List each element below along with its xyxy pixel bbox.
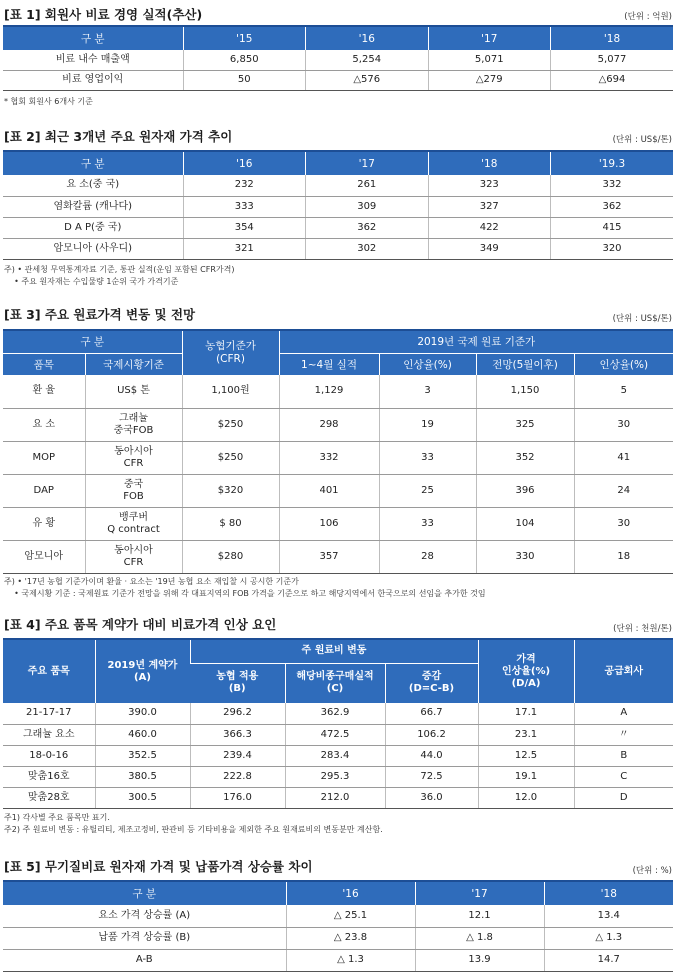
table-cell: △279 [428, 70, 551, 90]
table-cell: 암모니아 [3, 540, 85, 573]
table-cell: D [574, 787, 673, 808]
table-cell: 30 [574, 507, 673, 540]
table5-unit: (단위 : %) [632, 866, 672, 876]
table-cell: 비료 내수 매출액 [3, 50, 183, 70]
table-row [3, 905, 673, 927]
table-cell: 396 [476, 474, 574, 507]
table-row [3, 238, 673, 259]
table-cell: 239.4 [190, 745, 285, 766]
table-row [3, 766, 673, 787]
table-cell: $250 [182, 408, 279, 441]
table-cell: 332 [551, 175, 674, 196]
table-row [3, 375, 673, 408]
table-cell: 1,129 [279, 375, 379, 408]
table3-title: [표 3] 주요 원료가격 변동 및 전망 [4, 307, 196, 322]
table-cell: 요소 가격 상승률 (A) [3, 905, 286, 927]
table-cell: 41 [574, 441, 673, 474]
table3-note: • 국제시황 기준 : 국제원료 기준가 전망을 위해 각 대표지역의 FOB 가격을 기준으로 하고 해당지역에서 한국으로의 선임을 추가한 것임 [4, 589, 486, 598]
header-cell: '17 [415, 881, 544, 905]
table1-title: [표 1] 회원사 비료 경영 실적(추산) [4, 7, 203, 22]
table-cell: △694 [551, 70, 674, 90]
table-cell: 〃 [574, 724, 673, 745]
table-cell: 327 [428, 196, 551, 217]
table-cell: 309 [306, 196, 429, 217]
table1 [3, 25, 673, 91]
table-cell: 357 [279, 540, 379, 573]
table-cell: 30 [574, 408, 673, 441]
table3 [3, 329, 673, 574]
table-row [3, 724, 673, 745]
table-cell: 동아시아 CFR [85, 540, 182, 573]
table-cell: $ 80 [182, 507, 279, 540]
table-row [3, 703, 673, 724]
table-cell: 36.0 [385, 787, 478, 808]
table-cell: 325 [476, 408, 574, 441]
table-cell: 321 [183, 238, 306, 259]
table4-title: [표 4] 주요 품목 계약가 대비 비료가격 인상 요인 [4, 617, 277, 632]
header-cell: 국제시황기준 [85, 353, 182, 375]
table-cell: 222.8 [190, 766, 285, 787]
table-cell: 460.0 [95, 724, 190, 745]
table-cell: 25 [379, 474, 476, 507]
table-cell: 323 [428, 175, 551, 196]
table3-note: 주) • '17년 농협 기준가이며 환율 · 요소는 '19년 농협 요소 재입찰 시 공시한 기준가 [4, 577, 299, 586]
table-cell: 176.0 [190, 787, 285, 808]
table-cell: 366.3 [190, 724, 285, 745]
header-cell: 주요 품목 [3, 639, 95, 703]
table-row [3, 50, 673, 70]
header-cell: 구 분 [3, 26, 183, 50]
table-cell: 362.9 [285, 703, 385, 724]
table-cell: 296.2 [190, 703, 285, 724]
table-cell: △ 25.1 [286, 905, 415, 927]
header-cell: 해당비종구매실적 (C) [285, 663, 385, 703]
table2-note: 주) • 관세청 무역통계자료 기준, 통관 실적(운임 포함된 CFR가격) [4, 265, 235, 274]
table-cell: 5,077 [551, 50, 674, 70]
header-cell: 구 분 [3, 151, 183, 175]
table-cell: A-B [3, 949, 286, 971]
table-cell: 14.7 [544, 949, 673, 971]
table-cell: 맞춤16호 [3, 766, 95, 787]
table-cell: 13.4 [544, 905, 673, 927]
table3-unit: (단위 : US$/톤) [612, 314, 672, 324]
table-cell: US$ 톤 [85, 375, 182, 408]
table-row [3, 408, 673, 441]
table-cell: 18-0-16 [3, 745, 95, 766]
table-cell: 5,071 [428, 50, 551, 70]
table-cell: 12.0 [478, 787, 574, 808]
header-cell: '18 [551, 26, 674, 50]
table4-note: 주1) 각사별 주요 품목만 표기. [4, 813, 110, 822]
table-cell: 106 [279, 507, 379, 540]
table-cell: 33 [379, 507, 476, 540]
table-cell: 333 [183, 196, 306, 217]
header-cell: 농협기준가 (CFR) [182, 330, 279, 375]
table4-unit: (단위 : 천원/톤) [613, 624, 672, 634]
table-cell: 12.1 [415, 905, 544, 927]
table-row [3, 474, 673, 507]
table-cell: A [574, 703, 673, 724]
table-cell: $320 [182, 474, 279, 507]
table-cell: 261 [306, 175, 429, 196]
header-cell: '16 [306, 26, 429, 50]
header-cell: 2019년 계약가 (A) [95, 639, 190, 703]
table-cell: 352.5 [95, 745, 190, 766]
table-cell: 33 [379, 441, 476, 474]
table-cell: △ 1.8 [415, 927, 544, 949]
header-cell: 전망(5월이후) [476, 353, 574, 375]
table-cell: 472.5 [285, 724, 385, 745]
table-cell: $280 [182, 540, 279, 573]
table-cell: 298 [279, 408, 379, 441]
header-cell: 구 분 [3, 330, 182, 353]
table-cell: 332 [279, 441, 379, 474]
table-cell: △ 1.3 [544, 927, 673, 949]
table-cell: 19.1 [478, 766, 574, 787]
header-cell: '17 [428, 26, 551, 50]
table-cell: 106.2 [385, 724, 478, 745]
header-cell: 가격 인상율(%) (D/A) [478, 639, 574, 703]
table-cell: DAP [3, 474, 85, 507]
table-cell: 72.5 [385, 766, 478, 787]
table-cell: △ 1.3 [286, 949, 415, 971]
table-cell: 납품 가격 상승률 (B) [3, 927, 286, 949]
table-cell: 23.1 [478, 724, 574, 745]
table-cell: 요 소(중 국) [3, 175, 183, 196]
table-cell: 1,150 [476, 375, 574, 408]
table-cell: 3 [379, 375, 476, 408]
table-cell: 352 [476, 441, 574, 474]
table-row [3, 175, 673, 196]
header-cell: 2019년 국제 원료 기준가 [279, 330, 673, 353]
table2-unit: (단위 : US$/톤) [612, 135, 672, 145]
table-cell: 362 [306, 217, 429, 238]
header-cell: '18 [544, 881, 673, 905]
table-row [3, 217, 673, 238]
table-cell: 390.0 [95, 703, 190, 724]
table-cell: 302 [306, 238, 429, 259]
table-cell: 12.5 [478, 745, 574, 766]
table-cell: 환 율 [3, 375, 85, 408]
table-cell: 비료 영업이익 [3, 70, 183, 90]
header-cell: 인상율(%) [574, 353, 673, 375]
table-cell: 349 [428, 238, 551, 259]
header-cell: '18 [428, 151, 551, 175]
table-cell: 28 [379, 540, 476, 573]
table-cell: 300.5 [95, 787, 190, 808]
table-cell: 유 황 [3, 507, 85, 540]
table5-title: [표 5] 무기질비료 원자재 가격 및 납품가격 상승률 차이 [4, 859, 313, 874]
table-cell: 422 [428, 217, 551, 238]
header-cell: '17 [306, 151, 429, 175]
table-row [3, 949, 673, 971]
table-row [3, 70, 673, 90]
header-cell: '16 [183, 151, 306, 175]
table-cell: B [574, 745, 673, 766]
table-row [3, 196, 673, 217]
table-cell: 330 [476, 540, 574, 573]
table-cell: 362 [551, 196, 674, 217]
table-cell: 암모니아 (사우디) [3, 238, 183, 259]
header-cell: 농협 적용 (B) [190, 663, 285, 703]
table-cell: 320 [551, 238, 674, 259]
table-cell: 21-17-17 [3, 703, 95, 724]
table-cell: 6,850 [183, 50, 306, 70]
table4 [3, 638, 673, 809]
table-cell: 295.3 [285, 766, 385, 787]
table-cell: 232 [183, 175, 306, 196]
table-cell: 44.0 [385, 745, 478, 766]
header-cell: 1~4월 실적 [279, 353, 379, 375]
table-cell: 354 [183, 217, 306, 238]
table-cell: MOP [3, 441, 85, 474]
table2-note: • 주요 원자재는 수입물량 1순위 국가 가격기준 [4, 277, 179, 286]
table-cell: 283.4 [285, 745, 385, 766]
table-row [3, 787, 673, 808]
table-cell: 동아시아 CFR [85, 441, 182, 474]
table-cell: 중국 FOB [85, 474, 182, 507]
header-cell: 구 분 [3, 881, 286, 905]
header-cell: 증감 (D=C-B) [385, 663, 478, 703]
table-cell: 맞춤28호 [3, 787, 95, 808]
table-row [3, 540, 673, 573]
table-cell: 염화칼륨 (캐나다) [3, 196, 183, 217]
table-cell: 50 [183, 70, 306, 90]
header-cell: 공급회사 [574, 639, 673, 703]
header-cell: '15 [183, 26, 306, 50]
header-cell: '19.3 [551, 151, 674, 175]
table-cell: 212.0 [285, 787, 385, 808]
table1-note: * 협회 회원사 6개사 기준 [4, 97, 93, 106]
table4-note: 주2) 주 원료비 변동 : 유틸리티, 제조고정비, 판관비 등 기타비용을 제외한 주요 원재료비의 변동분만 계산함. [4, 825, 383, 834]
table-cell: 66.7 [385, 703, 478, 724]
header-cell: 주 원료비 변동 [190, 639, 478, 663]
header-cell: 인상율(%) [379, 353, 476, 375]
header-cell: '16 [286, 881, 415, 905]
table-cell: △576 [306, 70, 429, 90]
table-row [3, 507, 673, 540]
table-cell: 그래뉼 요소 [3, 724, 95, 745]
table1-unit: (단위 : 억원) [624, 12, 672, 22]
table2 [3, 150, 673, 260]
table-cell: 13.9 [415, 949, 544, 971]
table-cell: $250 [182, 441, 279, 474]
table-row [3, 745, 673, 766]
table-row [3, 927, 673, 949]
header-cell: 품목 [3, 353, 85, 375]
table-cell: 요 소 [3, 408, 85, 441]
table2-title: [표 2] 최근 3개년 주요 원자재 가격 추이 [4, 129, 233, 144]
table-cell: 415 [551, 217, 674, 238]
table-cell: 5,254 [306, 50, 429, 70]
table-cell: 17.1 [478, 703, 574, 724]
table-cell: 104 [476, 507, 574, 540]
table-cell: 380.5 [95, 766, 190, 787]
table-cell: D A P(중 국) [3, 217, 183, 238]
table-cell: 1,100원 [182, 375, 279, 408]
table-row [3, 441, 673, 474]
table-cell: △ 23.8 [286, 927, 415, 949]
table-cell: C [574, 766, 673, 787]
table5 [3, 880, 673, 972]
table-cell: 401 [279, 474, 379, 507]
table-cell: 18 [574, 540, 673, 573]
table-cell: 뱅쿠버 Q contract [85, 507, 182, 540]
table-cell: 19 [379, 408, 476, 441]
table-cell: 그래뉼 중국FOB [85, 408, 182, 441]
table-cell: 24 [574, 474, 673, 507]
table-cell: 5 [574, 375, 673, 408]
